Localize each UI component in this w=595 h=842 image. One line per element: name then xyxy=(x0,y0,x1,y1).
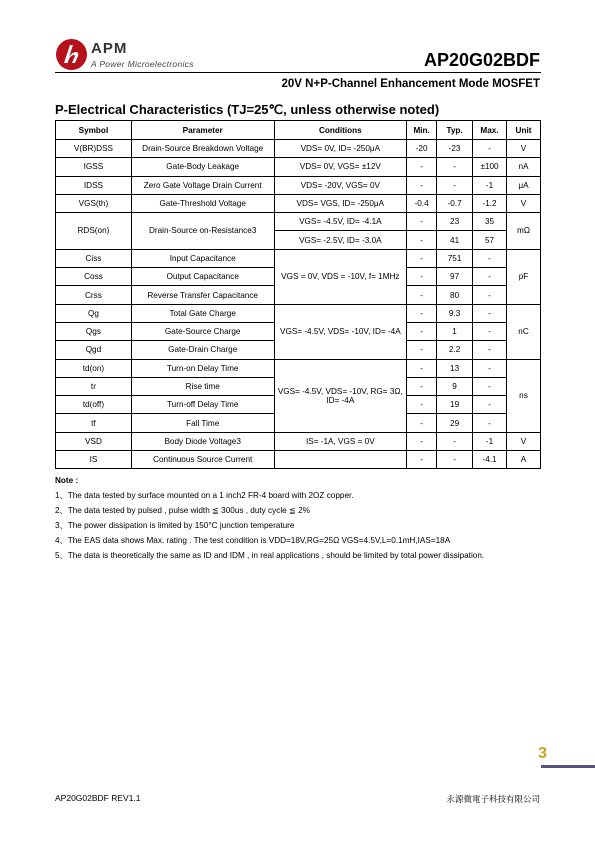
cell-symbol: IS xyxy=(56,451,132,469)
cell-unit: A xyxy=(507,451,541,469)
cell-min: - xyxy=(407,286,437,304)
cell-parameter: Gate-Threshold Voltage xyxy=(131,194,274,212)
cell-max: - xyxy=(473,249,507,267)
cell-symbol: tr xyxy=(56,377,132,395)
cell-conditions: VDS= 0V, ID= -250μA xyxy=(274,140,407,158)
cell-max: - xyxy=(473,140,507,158)
cell-symbol: td(on) xyxy=(56,359,132,377)
cell-max: - xyxy=(473,304,507,322)
cell-symbol: Crss xyxy=(56,286,132,304)
cell-unit: mΩ xyxy=(507,213,541,250)
cell-min: - xyxy=(407,158,437,176)
cell-max: - xyxy=(473,377,507,395)
cell-min: -0.4 xyxy=(407,194,437,212)
cell-min: - xyxy=(407,451,437,469)
header-typ: Typ. xyxy=(437,121,473,140)
cell-max: - xyxy=(473,396,507,414)
cell-typ: 29 xyxy=(437,414,473,432)
cell-unit: ns xyxy=(507,359,541,432)
cell-max: ±100 xyxy=(473,158,507,176)
cell-symbol: Qgs xyxy=(56,322,132,340)
cell-parameter: Drain-Source Breakdown Voltage xyxy=(131,140,274,158)
cell-typ: 80 xyxy=(437,286,473,304)
cell-typ: -23 xyxy=(437,140,473,158)
cell-max: - xyxy=(473,286,507,304)
cell-min: - xyxy=(407,414,437,432)
cell-max: -1.2 xyxy=(473,194,507,212)
cell-min: - xyxy=(407,231,437,249)
notes-title: Note : xyxy=(55,476,79,485)
table-row xyxy=(56,304,541,322)
table-row xyxy=(56,359,541,377)
company-logo xyxy=(55,38,250,74)
table-row xyxy=(56,249,541,267)
cell-min: - xyxy=(407,432,437,450)
cell-typ: - xyxy=(437,451,473,469)
table-row xyxy=(56,140,541,158)
cell-unit: V xyxy=(507,432,541,450)
cell-unit: V xyxy=(507,194,541,212)
cell-symbol: V(BR)DSS xyxy=(56,140,132,158)
cell-symbol: VSD xyxy=(56,432,132,450)
cell-max: 35 xyxy=(473,213,507,231)
cell-min: - xyxy=(407,213,437,231)
cell-symbol: Qg xyxy=(56,304,132,322)
cell-symbol: IGSS xyxy=(56,158,132,176)
cell-max: 57 xyxy=(473,231,507,249)
part-number: AP20G02BDF xyxy=(423,50,540,70)
logo-tagline: A Power Microelectronics xyxy=(91,59,194,69)
cell-symbol: Qgd xyxy=(56,341,132,359)
cell-conditions: VDS= -20V, VGS= 0V xyxy=(274,176,407,194)
table-row xyxy=(56,176,541,194)
cell-symbol: Coss xyxy=(56,268,132,286)
cell-parameter: Continuous Source Current xyxy=(131,451,274,469)
cell-symbol: Ciss xyxy=(56,249,132,267)
table-header-row xyxy=(56,121,541,140)
cell-unit: nA xyxy=(507,158,541,176)
cell-parameter: Turn-off Delay Time xyxy=(131,396,274,414)
header-min: Min. xyxy=(407,121,437,140)
cell-max: -4.1 xyxy=(473,451,507,469)
notes-section xyxy=(55,473,484,563)
cell-max: - xyxy=(473,322,507,340)
cell-parameter: Zero Gate Voltage Drain Current xyxy=(131,176,274,194)
page-number: 3 xyxy=(538,745,547,762)
cell-conditions xyxy=(274,451,407,469)
cell-symbol: td(off) xyxy=(56,396,132,414)
cell-max: - xyxy=(473,268,507,286)
cell-symbol: IDSS xyxy=(56,176,132,194)
cell-typ: - xyxy=(437,176,473,194)
section-title: P-Electrical Characteristics (TJ=25℃, unless otherwise noted) xyxy=(55,102,440,117)
cell-max: -1 xyxy=(473,432,507,450)
footer-company: 永源微電子科技有限公司 xyxy=(446,795,540,805)
header-conditions: Conditions xyxy=(274,121,407,140)
electrical-characteristics-table xyxy=(55,120,541,469)
cell-typ: 9 xyxy=(437,377,473,395)
cell-min: - xyxy=(407,377,437,395)
cell-conditions: VDS= 0V, VGS= ±12V xyxy=(274,158,407,176)
cell-min: - xyxy=(407,304,437,322)
cell-typ: 13 xyxy=(437,359,473,377)
cell-parameter: Gate-Drain Charge xyxy=(131,341,274,359)
cell-conditions: IS= -1A, VGS = 0V xyxy=(274,432,407,450)
cell-typ: 97 xyxy=(437,268,473,286)
cell-typ: - xyxy=(437,432,473,450)
cell-conditions: VGS= -4.5V, VDS= -10V, ID= -4A xyxy=(274,304,407,359)
note-item: 3、The power dissipation is limited by 150°C junction temperature xyxy=(55,521,295,530)
cell-symbol: RDS(on) xyxy=(56,213,132,250)
cell-min: - xyxy=(407,359,437,377)
cell-parameter: Input Capacitance xyxy=(131,249,274,267)
table-row xyxy=(56,451,541,469)
table-row xyxy=(56,158,541,176)
cell-typ: - xyxy=(437,158,473,176)
cell-typ: 2.2 xyxy=(437,341,473,359)
cell-min: - xyxy=(407,176,437,194)
cell-conditions: VGS = 0V, VDS = -10V, f= 1MHz xyxy=(274,249,407,304)
header-max: Max. xyxy=(473,121,507,140)
cell-parameter: Gate-Body Leakage xyxy=(131,158,274,176)
logo-name: APM xyxy=(91,40,128,57)
note-item: 5、The data is theoretically the same as ID and IDM , in real applications , should be limited by total power dissipation. xyxy=(55,551,485,560)
cell-typ: 23 xyxy=(437,213,473,231)
cell-unit: nC xyxy=(507,304,541,359)
note-item: 4、The EAS data shows Max. rating . The test condition is VDD=18V,RG=25Ω VGS=4.5V,L=0.1mH,IAS=18A xyxy=(55,536,451,545)
cell-max: -1 xyxy=(473,176,507,194)
cell-conditions: VGS= -2.5V, ID= -3.0A xyxy=(274,231,407,249)
cell-max: - xyxy=(473,359,507,377)
cell-parameter: Drain-Source on-Resistance3 xyxy=(131,213,274,250)
document-subtitle: 20V N+P-Channel Enhancement Mode MOSFET xyxy=(281,78,540,90)
cell-symbol: VGS(th) xyxy=(56,194,132,212)
header-parameter: Parameter xyxy=(131,121,274,140)
cell-parameter: Body Diode Voltage3 xyxy=(131,432,274,450)
cell-min: - xyxy=(407,322,437,340)
cell-parameter: Output Capacitance xyxy=(131,268,274,286)
cell-conditions: VGS= -4.5V, VDS= -10V, RG= 3Ω, ID= -4A xyxy=(274,359,407,432)
cell-typ: 41 xyxy=(437,231,473,249)
cell-unit: μA xyxy=(507,176,541,194)
cell-parameter: Rise time xyxy=(131,377,274,395)
cell-min: -20 xyxy=(407,140,437,158)
cell-parameter: Reverse Transfer Capacitance xyxy=(131,286,274,304)
cell-parameter: Fall Time xyxy=(131,414,274,432)
footer-revision: AP20G02BDF REV1.1 xyxy=(55,793,141,803)
header-unit: Unit xyxy=(507,121,541,140)
cell-parameter: Total Gate Charge xyxy=(131,304,274,322)
note-item: 1、The data tested by surface mounted on a 1 inch2 FR-4 board with 2OZ copper. xyxy=(55,491,354,500)
cell-unit: V xyxy=(507,140,541,158)
cell-max: - xyxy=(473,341,507,359)
cell-max: - xyxy=(473,414,507,432)
cell-conditions: VDS= VGS, ID= -250μA xyxy=(274,194,407,212)
cell-min: - xyxy=(407,396,437,414)
cell-conditions: VGS= -4.5V, ID= -4.1A xyxy=(274,213,407,231)
table-row xyxy=(56,213,541,231)
cell-typ: 751 xyxy=(437,249,473,267)
cell-parameter: Turn-on Delay Time xyxy=(131,359,274,377)
cell-symbol: tf xyxy=(56,414,132,432)
cell-unit: pF xyxy=(507,249,541,304)
header-symbol: Symbol xyxy=(56,121,132,140)
table-row xyxy=(56,432,541,450)
page-marker-bar xyxy=(541,765,595,768)
cell-min: - xyxy=(407,268,437,286)
cell-typ: -0.7 xyxy=(437,194,473,212)
header-divider xyxy=(55,72,541,73)
apm-logo-icon xyxy=(55,38,88,71)
cell-typ: 1 xyxy=(437,322,473,340)
cell-min: - xyxy=(407,341,437,359)
table-row xyxy=(56,194,541,212)
cell-parameter: Gate-Source Charge xyxy=(131,322,274,340)
cell-typ: 9.3 xyxy=(437,304,473,322)
cell-typ: 19 xyxy=(437,396,473,414)
cell-min: - xyxy=(407,249,437,267)
note-item: 2、The data tested by pulsed , pulse width ≦ 300us , duty cycle ≦ 2% xyxy=(55,506,310,515)
